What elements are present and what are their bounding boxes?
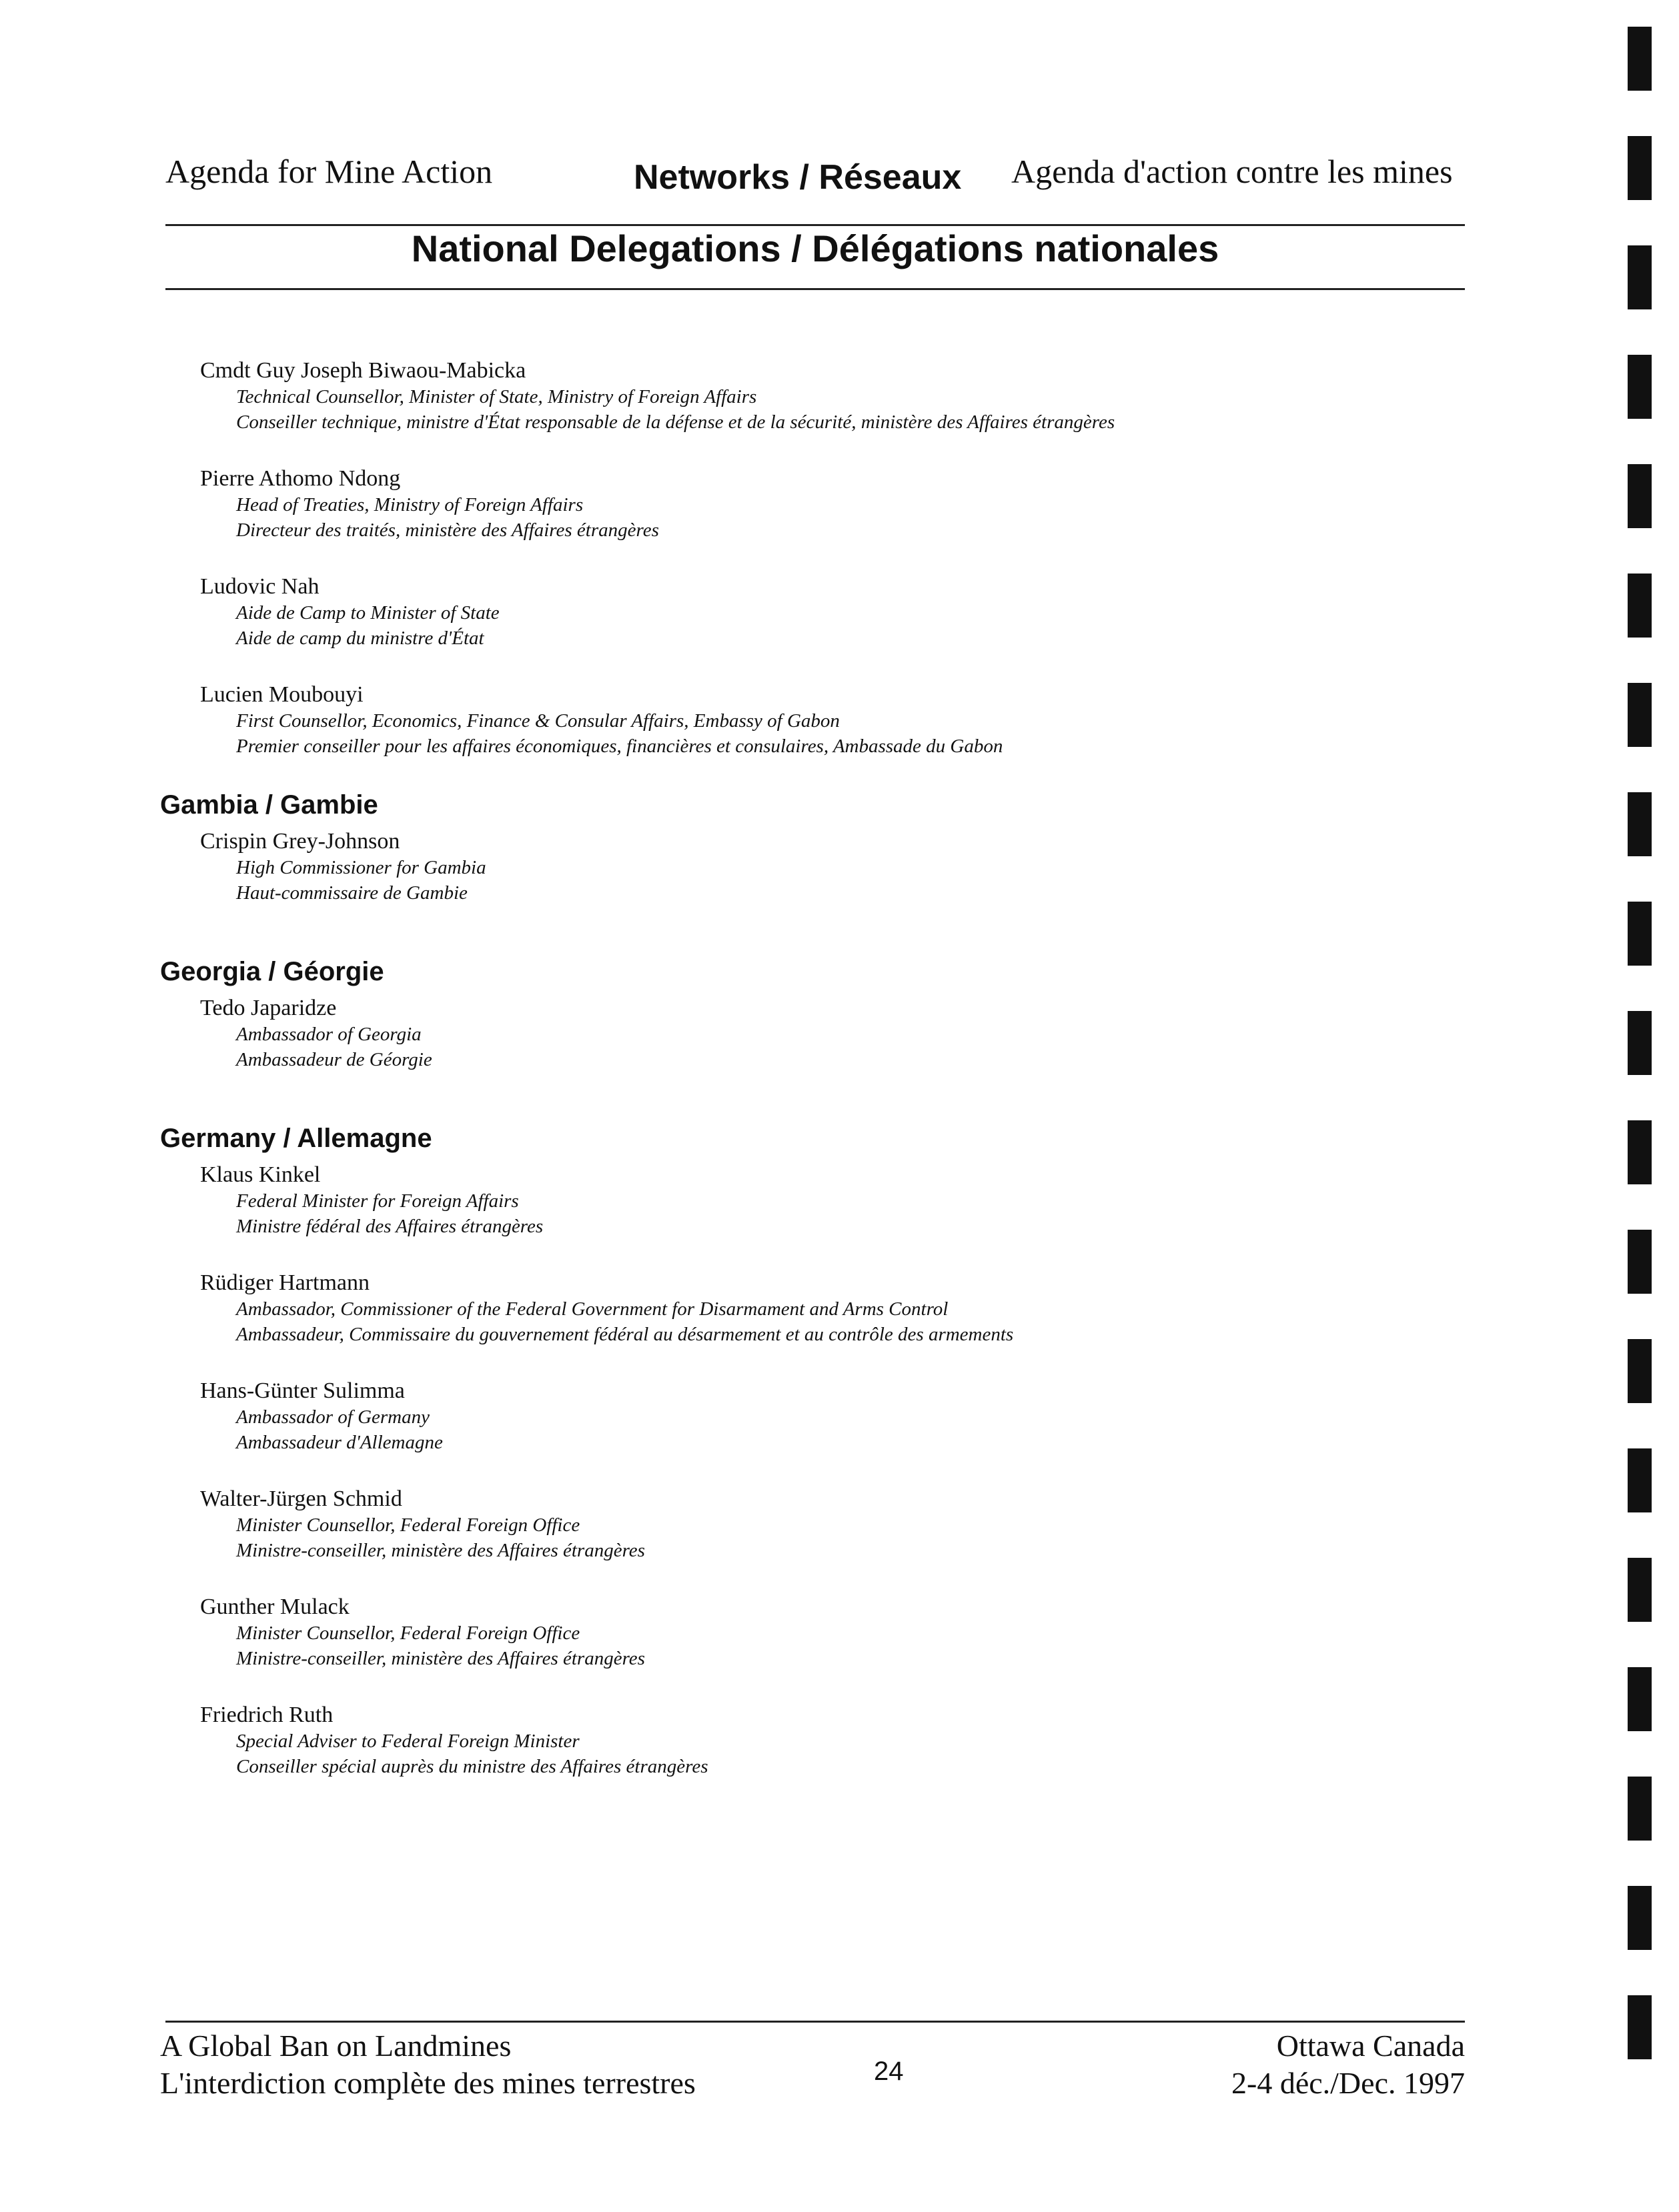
binding-hole-mark bbox=[1628, 1667, 1652, 1731]
delegate-role-fr: Ministre-conseiller, ministère des Affaires étrangères bbox=[236, 1540, 645, 1561]
header-left-title: Agenda for Mine Action bbox=[165, 153, 493, 190]
delegate-name: Gunther Mulack bbox=[200, 1594, 350, 1619]
footer-right-line1: Ottawa Canada bbox=[1276, 2029, 1465, 2063]
binding-hole-mark bbox=[1628, 1886, 1652, 1950]
delegate-entry bbox=[200, 1378, 1481, 1455]
continued-entries bbox=[160, 357, 1481, 759]
delegate-name: Friedrich Ruth bbox=[200, 1703, 334, 1727]
delegate-role-en: Aide de Camp to Minister of State bbox=[236, 602, 500, 624]
binding-hole-mark bbox=[1628, 1339, 1652, 1403]
binding-hole-mark bbox=[1628, 1777, 1652, 1841]
delegate-role-fr: Aide de camp du ministre d'État bbox=[236, 628, 484, 649]
delegate-name: Hans-Günter Sulimma bbox=[200, 1378, 405, 1403]
country-sections bbox=[160, 790, 1481, 1830]
delegate-role-en: First Counsellor, Economics, Finance & Consular Affairs, Embassy of Gabon bbox=[236, 710, 840, 732]
header-rule bbox=[165, 224, 1465, 226]
binding-hole-mark bbox=[1628, 683, 1652, 747]
delegate-entry bbox=[200, 1702, 1481, 1779]
footer bbox=[160, 2027, 1465, 2107]
delegate-role-fr: Haut-commissaire de Gambie bbox=[236, 882, 468, 904]
delegate-name: Tedo Japaridze bbox=[200, 996, 337, 1020]
delegate-role-en: Ambassador of Georgia bbox=[236, 1024, 422, 1045]
delegate-name: Rüdiger Hartmann bbox=[200, 1270, 370, 1295]
footer-right-line2: 2-4 déc./Dec. 1997 bbox=[1231, 2066, 1465, 2100]
binding-hole-mark bbox=[1628, 574, 1652, 638]
delegate-entry bbox=[200, 465, 1481, 543]
page-title: National Delegations / Délégations nationales bbox=[411, 227, 1219, 269]
footer-left bbox=[160, 2027, 696, 2102]
delegate-role-fr: Premier conseiller pour les affaires économiques, financières et consulaires, Ambassade du Gabon bbox=[236, 736, 1003, 757]
header-right-title: Agenda d'action contre les mines bbox=[1011, 153, 1453, 190]
delegate-role-en: Federal Minister for Foreign Affairs bbox=[236, 1190, 519, 1212]
delegate-entry bbox=[200, 1486, 1481, 1563]
delegate-role-en: Head of Treaties, Ministry of Foreign Affairs bbox=[236, 494, 584, 515]
delegate-name: Walter-Jürgen Schmid bbox=[200, 1486, 402, 1511]
delegate-entry bbox=[200, 1270, 1481, 1347]
delegate-name: Crispin Grey-Johnson bbox=[200, 829, 400, 854]
delegate-name: Pierre Athomo Ndong bbox=[200, 466, 401, 491]
footer-left-line1: A Global Ban on Landmines bbox=[160, 2029, 512, 2063]
header-center-title: Networks / Réseaux bbox=[634, 158, 962, 197]
delegate-entry bbox=[200, 574, 1481, 651]
delegate-role-en: Ambassador of Germany bbox=[236, 1406, 430, 1428]
delegate-name: Lucien Moubouyi bbox=[200, 682, 364, 707]
binding-hole-mark bbox=[1628, 355, 1652, 419]
country-heading: Gambia / Gambie bbox=[160, 790, 378, 820]
delegate-role-fr: Ministre-conseiller, ministère des Affaires étrangères bbox=[236, 1648, 645, 1669]
delegate-role-en: Ambassador, Commissioner of the Federal Government for Disarmament and Arms Control bbox=[236, 1298, 949, 1320]
delegation-list bbox=[160, 357, 1481, 1830]
delegate-role-en: Technical Counsellor, Minister of State, Ministry of Foreign Affairs bbox=[236, 386, 757, 407]
binding-hole-mark bbox=[1628, 1230, 1652, 1294]
binding-hole-mark bbox=[1628, 1011, 1652, 1075]
binding-hole-mark bbox=[1628, 1995, 1652, 2059]
binding-hole-mark bbox=[1628, 1558, 1652, 1622]
delegate-role-fr: Ambassadeur, Commissaire du gouvernement fédéral au désarmement et au contrôle des armements bbox=[236, 1324, 1014, 1345]
delegate-entry bbox=[200, 1594, 1481, 1671]
binding-hole-mark bbox=[1628, 902, 1652, 966]
binding-hole-mark bbox=[1628, 464, 1652, 528]
delegate-name: Cmdt Guy Joseph Biwaou-Mabicka bbox=[200, 358, 526, 383]
country-heading: Germany / Allemagne bbox=[160, 1124, 432, 1153]
delegate-role-fr: Conseiller spécial auprès du ministre des Affaires étrangères bbox=[236, 1756, 708, 1777]
title-rule bbox=[165, 288, 1465, 290]
delegate-role-fr: Ambassadeur de Géorgie bbox=[236, 1049, 432, 1070]
delegate-role-en: Special Adviser to Federal Foreign Minister bbox=[236, 1731, 580, 1752]
delegate-entry bbox=[200, 357, 1481, 435]
binding-hole-mark bbox=[1628, 27, 1652, 91]
binding-hole-mark bbox=[1628, 245, 1652, 309]
delegate-entry bbox=[200, 995, 1481, 1072]
delegate-role-fr: Ministre fédéral des Affaires étrangères bbox=[236, 1216, 544, 1237]
binding-hole-mark bbox=[1628, 136, 1652, 200]
binding-hole-mark bbox=[1628, 1448, 1652, 1512]
delegate-role-en: High Commissioner for Gambia bbox=[236, 857, 486, 878]
delegate-name: Klaus Kinkel bbox=[200, 1162, 321, 1187]
country-heading: Georgia / Géorgie bbox=[160, 957, 384, 986]
footer-right bbox=[1231, 2027, 1465, 2102]
page-number: 24 bbox=[874, 2057, 904, 2086]
footer-left-line2: L'interdiction complète des mines terrestres bbox=[160, 2066, 696, 2100]
binding-hole-mark bbox=[1628, 792, 1652, 856]
delegate-role-fr: Ambassadeur d'Allemagne bbox=[236, 1432, 443, 1453]
delegate-entry bbox=[200, 1162, 1481, 1239]
binding-hole-mark bbox=[1628, 1120, 1652, 1184]
delegate-entry bbox=[200, 682, 1481, 759]
delegate-role-en: Minister Counsellor, Federal Foreign Office bbox=[236, 1622, 580, 1644]
delegate-name: Ludovic Nah bbox=[200, 574, 320, 599]
delegate-role-en: Minister Counsellor, Federal Foreign Office bbox=[236, 1514, 580, 1536]
delegate-role-fr: Directeur des traités, ministère des Affaires étrangères bbox=[236, 519, 659, 541]
delegate-entry bbox=[200, 828, 1481, 906]
delegate-role-fr: Conseiller technique, ministre d'État responsable de la défense et de la sécurité, ministère des Affaires étrangères bbox=[236, 411, 1115, 433]
footer-rule bbox=[165, 2021, 1465, 2023]
